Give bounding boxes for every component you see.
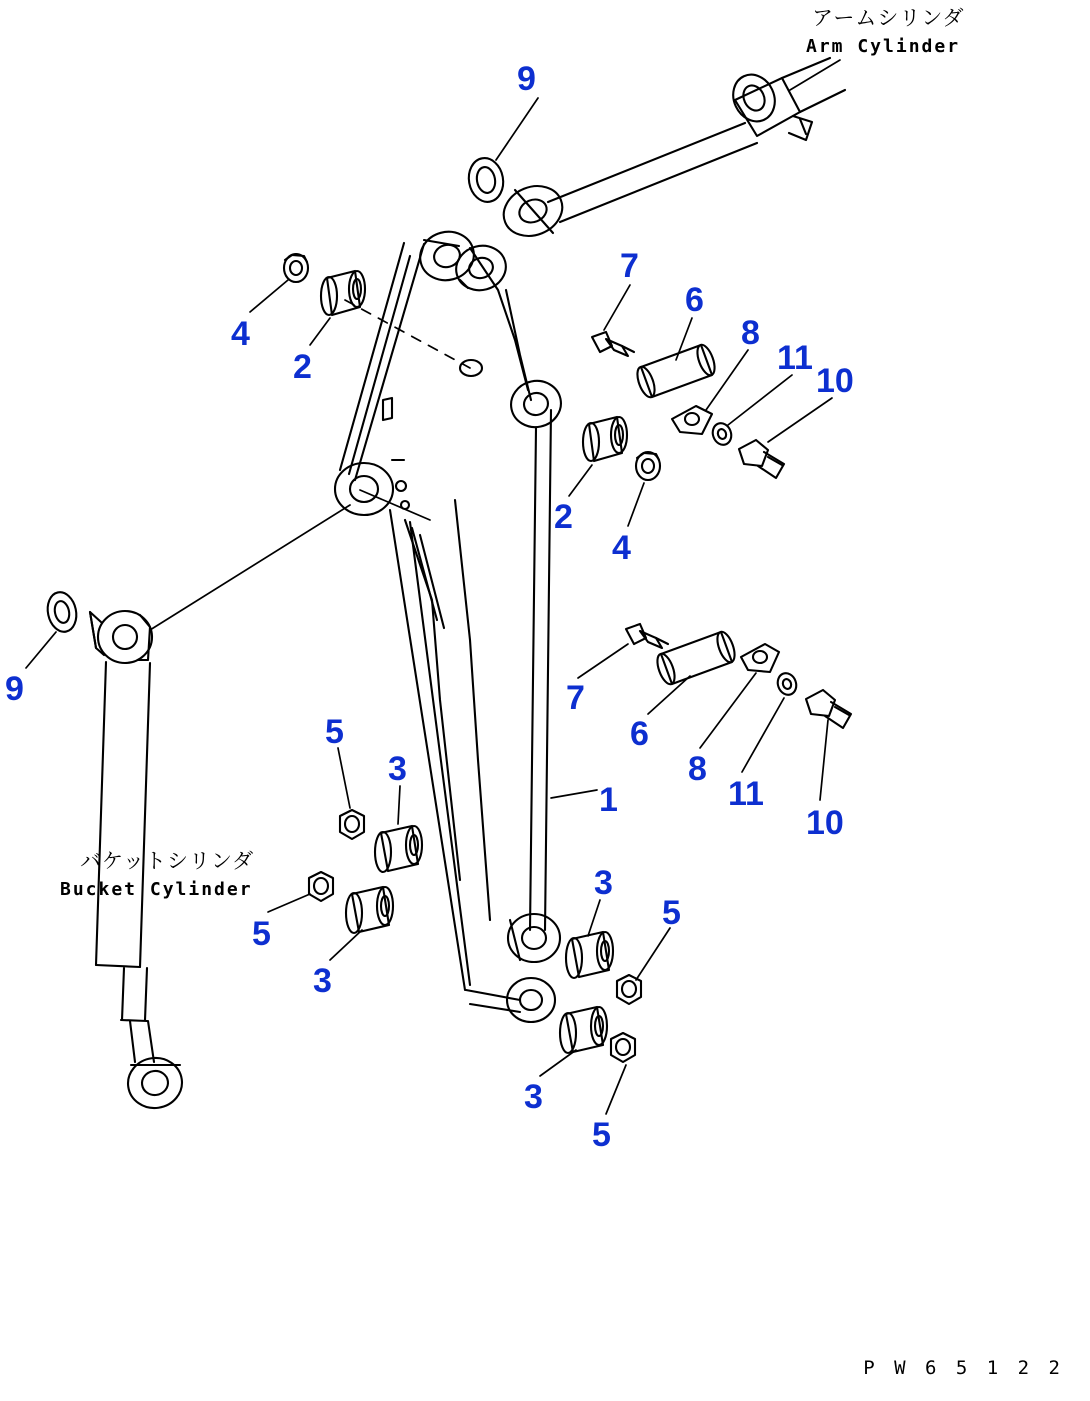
callout-2-middle: 2 [554, 498, 573, 536]
part-5-nut-left-upper [340, 810, 364, 839]
callout-5-lower-left: 5 [252, 915, 271, 953]
part-11-washer-upper [710, 421, 734, 448]
part-6-pin-upper [634, 343, 718, 400]
part-5-nut-left-lower [309, 872, 333, 901]
callout-9-top: 9 [517, 60, 536, 98]
part-3-bushing-right-lower [560, 1007, 607, 1053]
callout-6-lower: 6 [630, 715, 649, 753]
part-3-bushing-left-lower [346, 887, 393, 933]
part-7-grease-fitting-upper [592, 332, 634, 356]
callout-11-lower: 11 [728, 775, 764, 813]
callout-7-lower: 7 [566, 679, 585, 717]
callout-2-upper-left: 2 [293, 348, 312, 386]
part-6-pin-lower [654, 630, 738, 687]
callout-10-lower: 10 [806, 804, 844, 842]
callout-4-middle: 4 [612, 529, 631, 567]
bucket-cylinder-jp-label: バケットシリンダ [80, 849, 255, 873]
part-9-washer-top [465, 155, 506, 204]
bucket-cylinder-en-label: Bucket Cylinder [60, 879, 253, 900]
callout-8-upper: 8 [741, 314, 760, 352]
callout-5-upper-left: 5 [325, 713, 344, 751]
callout-6-upper: 6 [685, 281, 704, 319]
callout-1-arm: 1 [599, 781, 618, 819]
callout-10-upper: 10 [816, 362, 854, 400]
callout-8-lower: 8 [688, 750, 707, 788]
callout-7-upper: 7 [620, 247, 639, 285]
arm-cylinder-jp-label: アームシリンダ [812, 6, 965, 30]
part-11-washer-lower [775, 671, 799, 698]
part-8-plate-lower [741, 644, 779, 672]
callout-4-upper-left: 4 [231, 315, 250, 353]
drawing-number: P W 6 5 1 2 2 [863, 1357, 1064, 1379]
callout-11-upper: 11 [777, 339, 813, 377]
callout-3-lower-left: 3 [313, 962, 332, 1000]
part-4-washer-upper [284, 254, 308, 282]
callout-9-left: 9 [5, 670, 24, 708]
part-5-nut-right-lower [611, 1033, 635, 1062]
part-3-bushing-right-upper [566, 932, 613, 978]
part-9-washer-left [44, 590, 80, 635]
callout-5-right-upper: 5 [662, 894, 681, 932]
callout-3-bottom: 3 [524, 1078, 543, 1116]
callout-3-right-upper: 3 [594, 864, 613, 902]
arm-cylinder-en-label: Arm Cylinder [806, 36, 961, 57]
part-4-washer-middle [636, 452, 660, 480]
part-2-bushing-middle [583, 417, 627, 461]
part-3-bushing-left-upper [375, 826, 422, 872]
callout-5-bottom: 5 [592, 1116, 611, 1154]
arm-cylinder-assembly [496, 58, 845, 244]
part-2-bushing-upper [321, 271, 365, 315]
part-10-bolt-upper [739, 440, 784, 478]
part-1-arm-body [335, 226, 565, 1022]
callout-3-upper-left: 3 [388, 750, 407, 788]
part-7-grease-fitting-lower [626, 624, 668, 648]
